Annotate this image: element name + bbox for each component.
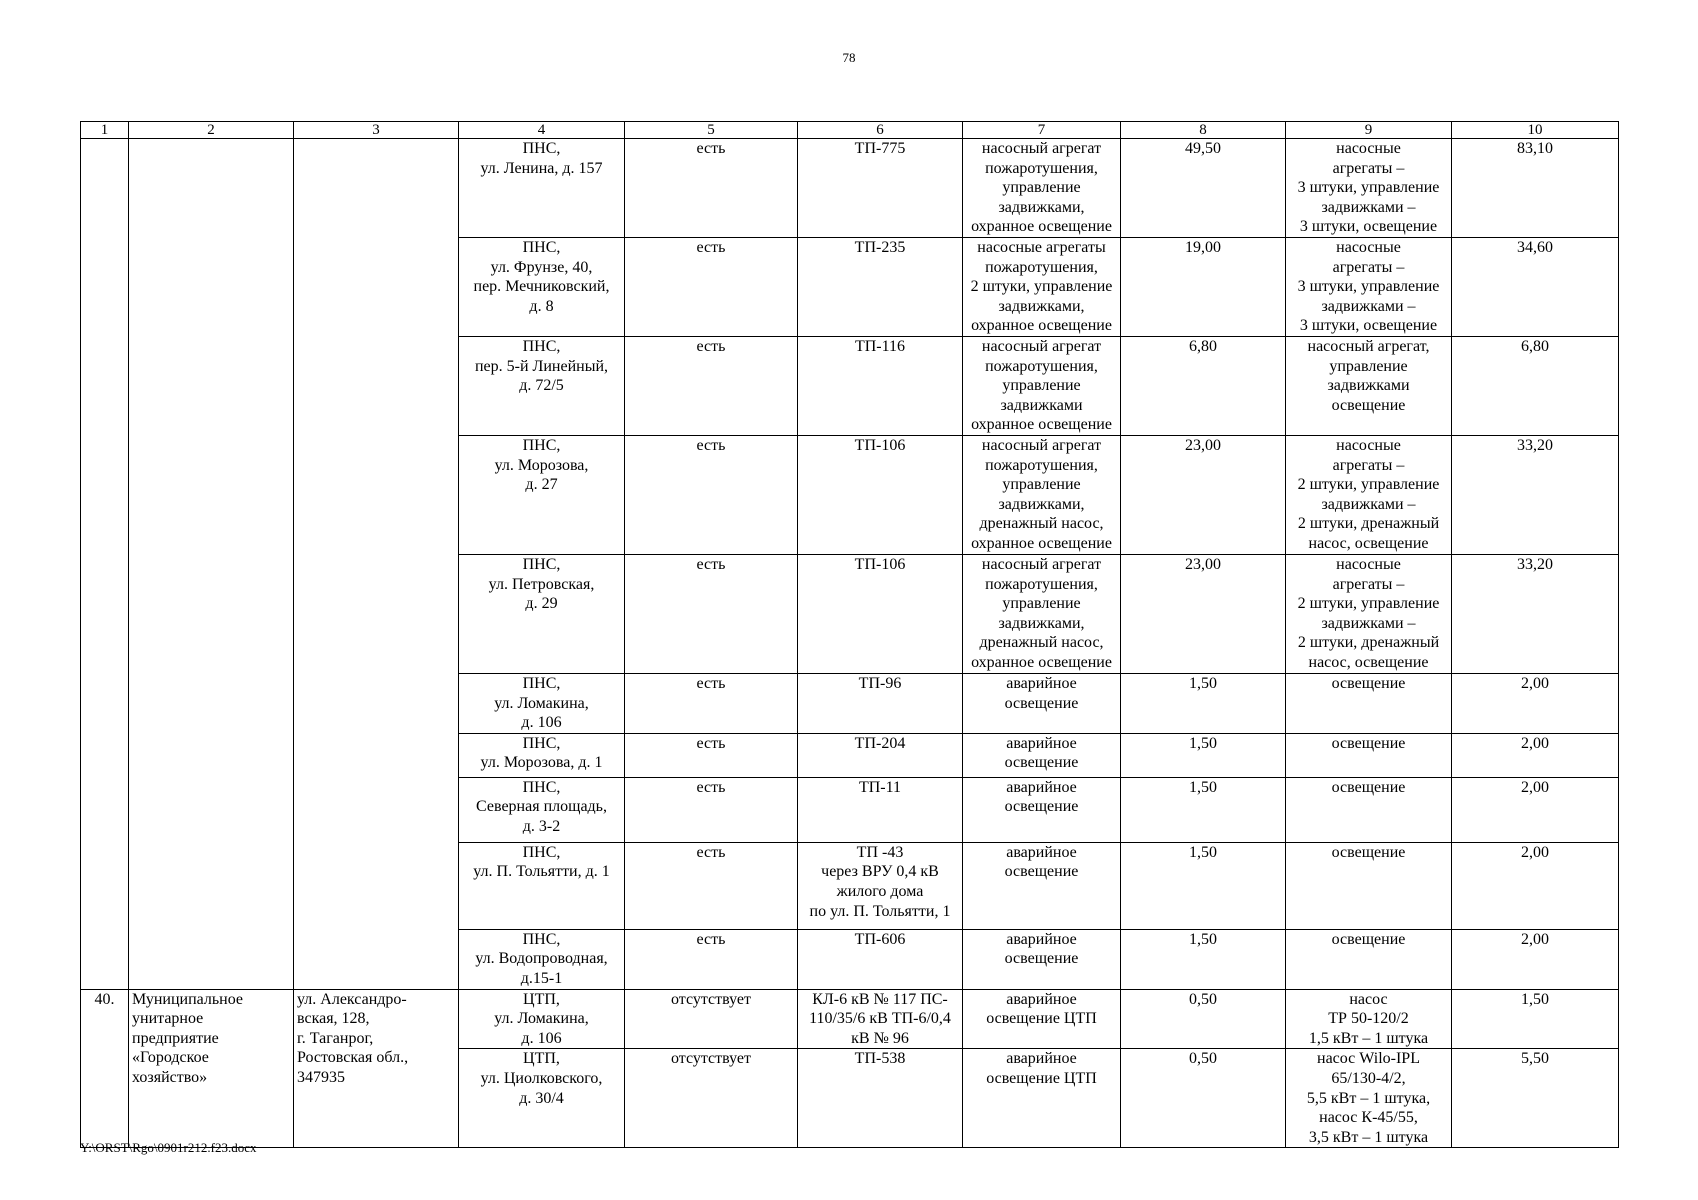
total-value-cell: 2,00 [1452, 777, 1619, 842]
object-cell: ПНС, ул. П. Тольятти, д. 1 [459, 842, 625, 929]
power-value-cell: 23,00 [1121, 435, 1286, 554]
load-cell: насос Wilo-IPL 65/130-4/2, 5,5 кВт – 1 штука, насос К-45/55, 3,5 кВт – 1 штука [1286, 1049, 1452, 1148]
address-cell: ул. Александро- вская, 128, г. Таганрог, Ростовская обл., 347935 [294, 989, 459, 1148]
availability-cell: есть [625, 237, 798, 336]
power-source-cell: ТП -43 через ВРУ 0,4 кВ жилого дома по ул. П. Тольятти, 1 [798, 842, 963, 929]
equipment-cell: насосный агрегат пожаротушения, управление задвижками, дренажный насос, охранное освещение [963, 554, 1121, 673]
object-cell: ПНС, ул. Ломакина, д. 106 [459, 673, 625, 733]
power-value-cell: 6,80 [1121, 336, 1286, 435]
total-value-cell: 2,00 [1452, 929, 1619, 989]
power-value-cell: 0,50 [1121, 989, 1286, 1049]
power-source-cell: ТП-606 [798, 929, 963, 989]
equipment-cell: аварийное освещение ЦТП [963, 1049, 1121, 1148]
footer-file-path: Y:\ORST\Rgo\0901r212.f23.docx [80, 1140, 257, 1155]
availability-cell: есть [625, 842, 798, 929]
total-value-cell: 83,10 [1452, 139, 1619, 238]
object-cell: ПНС, пер. 5-й Линейный, д. 72/5 [459, 336, 625, 435]
object-cell: ЦТП, ул. Циолковского, д. 30/4 [459, 1049, 625, 1148]
row-number-cell: 40. [81, 989, 129, 1148]
equipment-cell: насосный агрегат пожаротушения, управление задвижками, охранное освещение [963, 139, 1121, 238]
load-cell: освещение [1286, 733, 1452, 777]
organization-cell [129, 139, 294, 990]
column-number: 9 [1286, 122, 1452, 139]
object-cell: ПНС, Северная площадь, д. 3-2 [459, 777, 625, 842]
availability-cell: есть [625, 673, 798, 733]
availability-cell: есть [625, 777, 798, 842]
power-source-cell: ТП-116 [798, 336, 963, 435]
equipment-cell: насосный агрегат пожаротушения, управление задвижками охранное освещение [963, 336, 1121, 435]
power-value-cell: 0,50 [1121, 1049, 1286, 1148]
power-source-cell: ТП-106 [798, 435, 963, 554]
load-cell: освещение [1286, 929, 1452, 989]
power-value-cell: 1,50 [1121, 842, 1286, 929]
power-source-cell: ТП-11 [798, 777, 963, 842]
load-cell: освещение [1286, 673, 1452, 733]
total-value-cell: 2,00 [1452, 842, 1619, 929]
equipment-cell: аварийное освещение [963, 929, 1121, 989]
equipment-cell: насосные агрегаты пожаротушения, 2 штуки, управление задвижками, охранное освещение [963, 237, 1121, 336]
availability-cell: есть [625, 139, 798, 238]
power-value-cell: 19,00 [1121, 237, 1286, 336]
total-value-cell: 6,80 [1452, 336, 1619, 435]
equipment-cell: аварийное освещение [963, 733, 1121, 777]
object-cell: ПНС, ул. Морозова, д. 1 [459, 733, 625, 777]
power-source-cell: КЛ-6 кВ № 117 ПС- 110/35/6 кВ ТП-6/0,4 кВ № 96 [798, 989, 963, 1049]
table-row [81, 989, 1619, 1049]
total-value-cell: 2,00 [1452, 673, 1619, 733]
object-cell: ПНС, ул. Фрунзе, 40, пер. Мечниковский, д. 8 [459, 237, 625, 336]
power-value-cell: 23,00 [1121, 554, 1286, 673]
total-value-cell: 34,60 [1452, 237, 1619, 336]
equipment-cell: аварийное освещение ЦТП [963, 989, 1121, 1049]
total-value-cell: 2,00 [1452, 733, 1619, 777]
power-value-cell: 1,50 [1121, 733, 1286, 777]
column-number: 5 [625, 122, 798, 139]
equipment-cell: насосный агрегат пожаротушения, управление задвижками, дренажный насос, охранное освещение [963, 435, 1121, 554]
total-value-cell: 1,50 [1452, 989, 1619, 1049]
column-number: 1 [81, 122, 129, 139]
equipment-cell: аварийное освещение [963, 842, 1121, 929]
availability-cell: есть [625, 435, 798, 554]
power-value-cell: 1,50 [1121, 673, 1286, 733]
availability-cell: отсутствует [625, 989, 798, 1049]
load-cell: насосный агрегат, управление задвижками освещение [1286, 336, 1452, 435]
equipment-cell: аварийное освещение [963, 673, 1121, 733]
column-number: 2 [129, 122, 294, 139]
object-cell: ПНС, ул. Ленина, д. 157 [459, 139, 625, 238]
availability-cell: есть [625, 733, 798, 777]
column-number: 4 [459, 122, 625, 139]
total-value-cell: 33,20 [1452, 435, 1619, 554]
object-cell: ПНС, ул. Петровская, д. 29 [459, 554, 625, 673]
load-cell: насос ТР 50-120/2 1,5 кВт – 1 штука [1286, 989, 1452, 1049]
address-cell [294, 139, 459, 990]
load-cell: насосные агрегаты – 2 штуки, управление задвижками – 2 штуки, дренажный насос, освещение [1286, 435, 1452, 554]
power-value-cell: 1,50 [1121, 929, 1286, 989]
row-number-cell [81, 139, 129, 990]
availability-cell: есть [625, 929, 798, 989]
availability-cell: есть [625, 554, 798, 673]
availability-cell: отсутствует [625, 1049, 798, 1148]
load-cell: освещение [1286, 842, 1452, 929]
power-source-cell: ТП-204 [798, 733, 963, 777]
column-number: 7 [963, 122, 1121, 139]
header-row [81, 122, 1619, 139]
column-number: 3 [294, 122, 459, 139]
load-cell: освещение [1286, 777, 1452, 842]
object-cell: ПНС, ул. Морозова, д. 27 [459, 435, 625, 554]
document-table [80, 121, 1619, 1148]
power-source-cell: ТП-775 [798, 139, 963, 238]
total-value-cell: 5,50 [1452, 1049, 1619, 1148]
power-source-cell: ТП-235 [798, 237, 963, 336]
equipment-cell: аварийное освещение [963, 777, 1121, 842]
power-source-cell: ТП-538 [798, 1049, 963, 1148]
load-cell: насосные агрегаты – 3 штуки, управление задвижками – 3 штуки, освещение [1286, 237, 1452, 336]
power-value-cell: 1,50 [1121, 777, 1286, 842]
power-source-cell: ТП-96 [798, 673, 963, 733]
load-cell: насосные агрегаты – 3 штуки, управление задвижками – 3 штуки, освещение [1286, 139, 1452, 238]
total-value-cell: 33,20 [1452, 554, 1619, 673]
page-number: 78 [842, 50, 856, 65]
object-cell: ПНС, ул. Водопроводная, д.15-1 [459, 929, 625, 989]
availability-cell: есть [625, 336, 798, 435]
organization-cell: Муниципальное унитарное предприятие «Городское хозяйство» [129, 989, 294, 1148]
power-value-cell: 49,50 [1121, 139, 1286, 238]
column-number: 6 [798, 122, 963, 139]
column-number: 10 [1452, 122, 1619, 139]
table-row [81, 139, 1619, 238]
power-source-cell: ТП-106 [798, 554, 963, 673]
object-cell: ЦТП, ул. Ломакина, д. 106 [459, 989, 625, 1049]
column-number: 8 [1121, 122, 1286, 139]
load-cell: насосные агрегаты – 2 штуки, управление задвижками – 2 штуки, дренажный насос, освещение [1286, 554, 1452, 673]
